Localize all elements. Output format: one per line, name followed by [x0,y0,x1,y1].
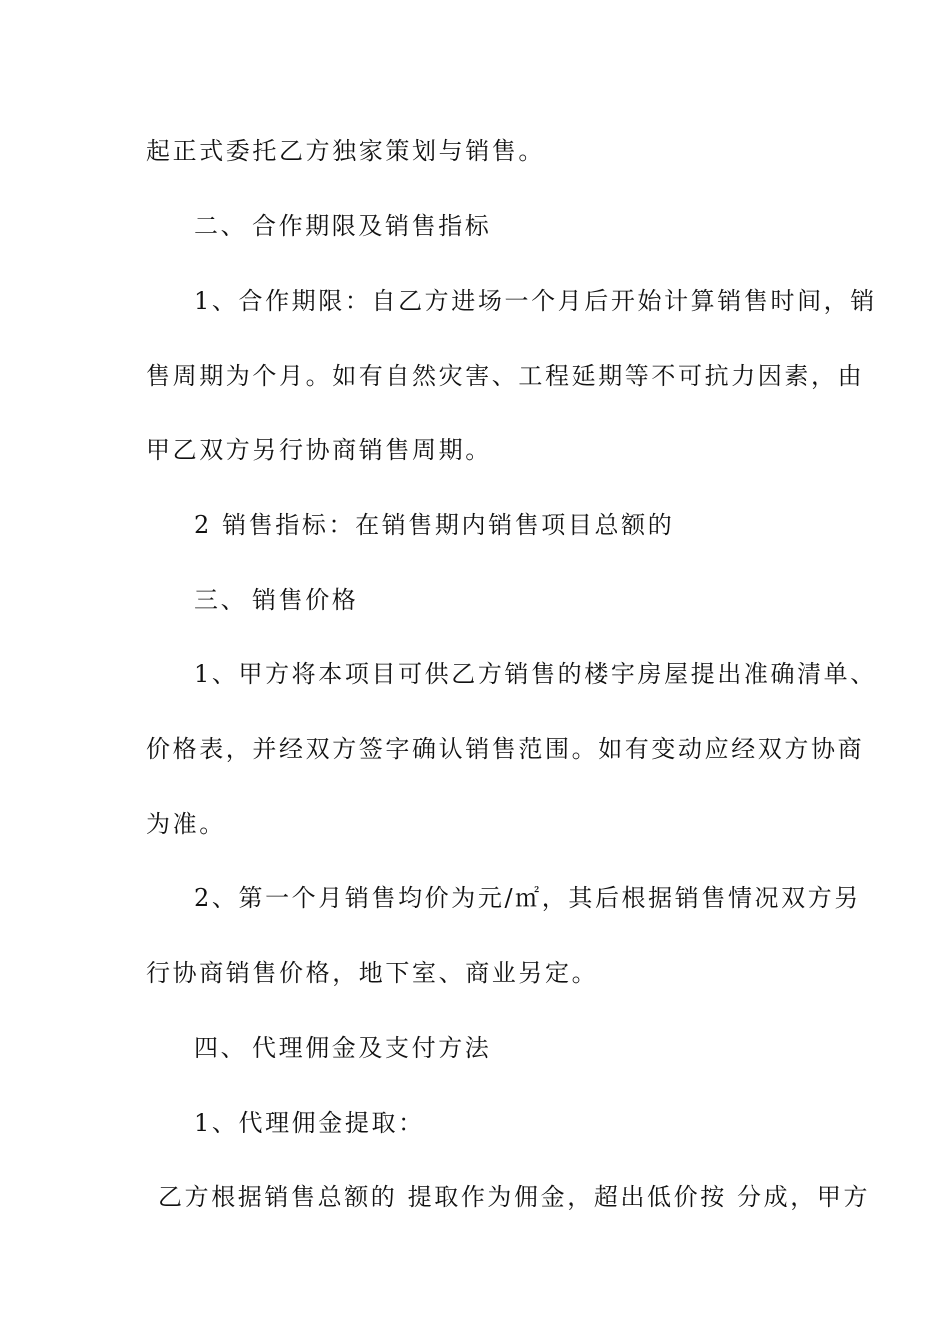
section-title: 销售价格 [252,586,359,614]
section-number: 三、 [194,586,248,614]
paragraph-line: 2 销售指标：在销售期内销售项目总额的 [194,511,675,539]
paragraph-line: 甲乙双方另行协商销售周期。 [146,436,492,464]
paragraph-line: 价格表，并经双方签字确认销售范围。如有变动应经双方协商 [146,735,865,763]
section-title: 代理佣金及支付方法 [252,1034,492,1062]
paragraph-line: 乙方根据销售总额的 提取作为佣金，超出低价按 分成，甲方 [158,1183,871,1211]
paragraph-line: 起正式委托乙方独家策划与销售。 [146,137,545,165]
paragraph-line: 为准。 [146,810,226,838]
section-heading-2 [194,211,874,241]
section-heading-4 [194,1033,874,1063]
paragraph-line: 售周期为个月。如有自然灾害、工程延期等不可抗力因素，由 [146,362,865,390]
section-heading-3 [194,585,874,615]
section-number: 四、 [194,1034,248,1062]
section-title: 合作期限及销售指标 [252,212,492,240]
paragraph-line: 1、甲方将本项目可供乙方销售的楼宇房屋提出准确清单、 [194,660,877,688]
section-number: 二、 [194,212,248,240]
paragraph-line: 2、第一个月销售均价为元/㎡，其后根据销售情况双方另 [194,884,861,912]
paragraph-line: 1、合作期限：自乙方进场一个月后开始计算销售时间，销 [194,287,877,315]
paragraph-line: 1、代理佣金提取： [194,1109,425,1137]
paragraph-line: 行协商销售价格，地下室、商业另定。 [146,959,599,987]
